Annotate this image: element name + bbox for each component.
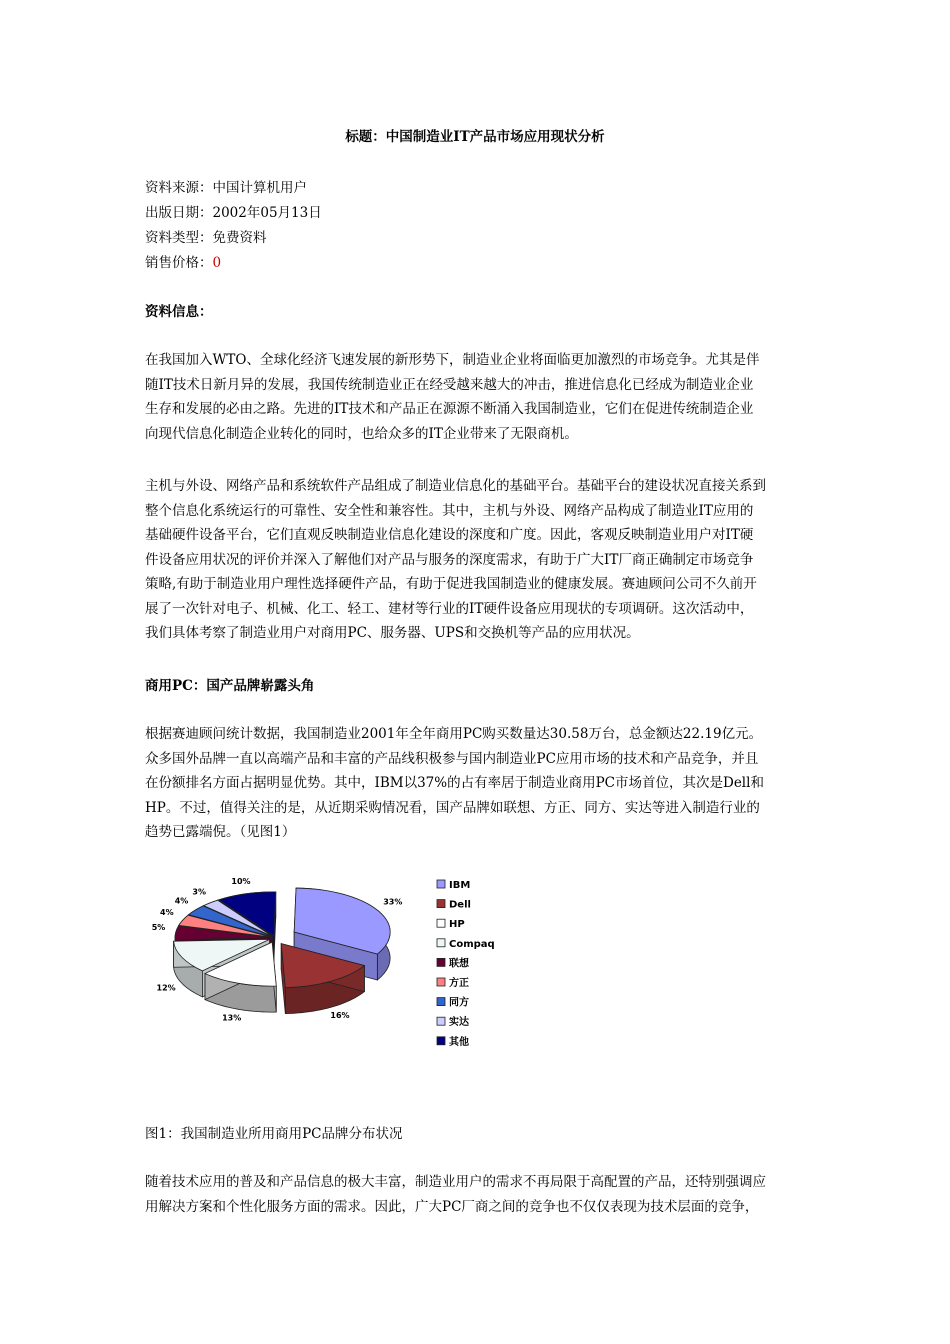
text-line: 我们具体考察了制造业用户对商用PC、服务器、UPS和交换机等产品的应用状况。 <box>145 625 640 641</box>
pie-percent-label: 12% <box>156 983 176 993</box>
text-line: 件设备应用状况的评价并深入了解他们对产品与服务的深度需求，有助于广大IT厂商正确制定市场竞争 <box>145 551 754 568</box>
text-line: 展了一次针对电子、机械、化工、轻工、建材等行业的IT硬件设备应用现状的专项调研。这次活动中， <box>145 600 754 617</box>
text-line: 主机与外设、网络产品和系统软件产品组成了制造业信息化的基础平台。基础平台的建设状况直接关系到 <box>145 478 766 494</box>
pie-percent-label: 5% <box>151 922 166 932</box>
text-line: 基础硬件设备平台，它们直观反映制造业信息化建设的深度和广度。因此，客观反映制造业用户对IT硬 <box>145 527 754 543</box>
paragraph-4 <box>145 1170 807 1219</box>
paragraph-1 <box>145 348 807 446</box>
legend-label: 其他 <box>449 1036 469 1048</box>
legend-swatch <box>437 978 445 986</box>
text-line: 众多国外品牌一直以高端产品和丰富的产品线积极参与国内制造业PC应用市场的技术和产品竞争，并且 <box>145 750 759 767</box>
document-title: 标题：中国制造业IT产品市场应用现状分析 <box>345 129 605 145</box>
meta-value: 2002年05月13日 <box>212 205 322 221</box>
brand-pie-chart <box>145 868 505 1068</box>
legend-label: IBM <box>449 880 471 891</box>
text-line: 随IT技术日新月异的发展，我国传统制造业正在经受越来越大的冲击，推进信息化已经成为制造业企业 <box>145 376 754 393</box>
pie-percent-label: 16% <box>330 1011 350 1021</box>
meta-label: 销售价格： <box>145 255 213 271</box>
paragraph-3 <box>145 722 807 845</box>
pie-percent-label: 4% <box>160 908 174 918</box>
text-line: 根据赛迪顾问统计数据，我国制造业2001年全年商用PC购买数量达30.58万台，总金额达22.19亿元。 <box>145 726 763 742</box>
legend-swatch <box>437 939 445 947</box>
legend-swatch <box>437 900 445 908</box>
pc-heading: 商用PC：国产品牌崭露头角 <box>145 678 315 694</box>
text-line: 策略,有助于制造业用户理性选择硬件产品，有助于促进我国制造业的健康发展。赛迪顾问公司不久前开 <box>145 576 757 592</box>
text-line: 生存和发展的必由之路。先进的IT技术和产品正在源源不断涌入我国制造业，它们在促进传统制造企业 <box>145 401 754 417</box>
pie-percent-label: 4% <box>174 896 189 906</box>
meta-value: 中国计算机用户 <box>212 180 307 196</box>
text-line: 向现代信息化制造企业转化的同时，也给众多的IT企业带来了无限商机。 <box>145 425 578 442</box>
paragraph-2 <box>145 474 807 646</box>
meta-value: 免费资料 <box>212 230 267 246</box>
legend-label: 联想 <box>449 958 469 970</box>
legend-swatch <box>437 919 445 927</box>
figure-caption: 图1：我国制造业所用商用PC品牌分布状况 <box>145 1126 403 1142</box>
legend-label: 同方 <box>449 997 469 1009</box>
meta-source <box>145 176 322 201</box>
legend-swatch <box>437 1037 445 1045</box>
text-line: 整个信息化系统运行的可靠性、安全性和兼容性。其中，主机与外设、网络产品构成了制造业IT应用的 <box>145 502 754 519</box>
text-line: 在我国加入WTO、全球化经济飞速发展的新形势下，制造业企业将面临更加激烈的市场竞争。尤其是伴 <box>145 352 760 368</box>
text-line: 趋势已露端倪。（见图1） <box>145 824 296 840</box>
legend-swatch <box>437 880 445 888</box>
legend-swatch <box>437 998 445 1006</box>
legend-label: 方正 <box>449 978 469 989</box>
text-line: 用解决方案和个性化服务方面的需求。因此，广大PC厂商之间的竞争也不仅仅表现为技术层面的竞争， <box>145 1198 759 1215</box>
legend-label: HP <box>449 919 465 931</box>
meta-label: 资料类型： <box>145 230 213 246</box>
meta-date <box>145 201 322 226</box>
text-line: 随着技术应用的普及和产品信息的极大丰富，制造业用户的需求不再局限于高配置的产品，还特别强调应 <box>145 1174 766 1190</box>
legend-label: 实达 <box>449 1017 469 1029</box>
meta-label: 资料来源： <box>145 180 213 196</box>
meta-price <box>145 251 322 276</box>
text-line: HP。不过，值得关注的是，从近期采购情况看，国产品牌如联想、方正、同方、实达等进入制造行业的 <box>145 799 760 816</box>
meta-label: 出版日期： <box>145 205 213 221</box>
legend-label: Dell <box>449 899 471 911</box>
brand-pie-figure <box>145 868 505 1068</box>
info-heading: 资料信息： <box>145 304 213 320</box>
meta-type <box>145 226 322 251</box>
legend-label: Compaq <box>449 938 495 950</box>
pie-percent-label: 13% <box>222 1013 242 1023</box>
legend-swatch <box>437 1017 445 1025</box>
legend-swatch <box>437 958 445 966</box>
pie-percent-label: 10% <box>231 877 251 887</box>
meta-price-value: 0 <box>212 255 222 271</box>
meta-block <box>145 176 322 276</box>
pie-percent-label: 3% <box>192 887 207 897</box>
pie-percent-label: 33% <box>383 897 403 907</box>
text-line: 在份额排名方面占据明显优势。其中，IBM以37%的占有率居于制造业商用PC市场首位，其次是Dell和 <box>145 775 764 791</box>
